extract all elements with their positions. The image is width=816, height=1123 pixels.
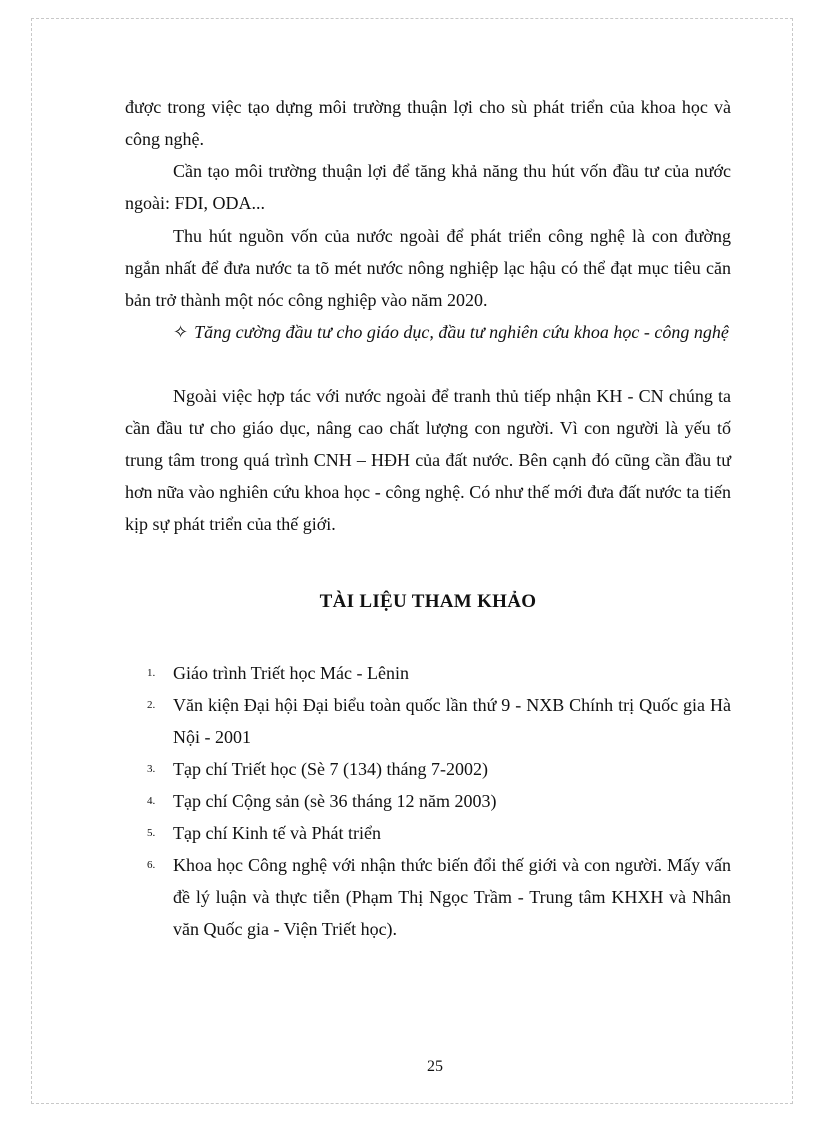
bullet-heading-education-investment [125,316,731,348]
paragraph-foreign-capital: Thu hút nguồn vốn của nước ngoài để phát triển công nghệ là con đường ngắn nhất để đưa nước ta tõ mét nước nông nghiệp lạc hậu có thể đạt mục tiêu căn bản trở thành một nóc công nghiệp vào năm 2020. [125,226,731,310]
bullet-heading-text: Tăng cường đầu tư cho giáo dục, đầu tư nghiên cứu khoa học - công nghệ [194,322,729,342]
reference-item [125,785,731,817]
reference-text: Giáo trình Triết học Mác - Lênin [173,663,409,683]
reference-number: 5. [147,827,156,839]
references-list [125,657,731,945]
reference-number: 2. [147,699,156,711]
reference-text: Văn kiện Đại hội Đại biểu toàn quốc lần thứ 9 - NXB Chính trị Quốc gia Hà Nội - 2001 [173,695,731,747]
paragraph-education-investment: Ngoài việc hợp tác với nước ngoài để tranh thủ tiếp nhận KH - CN chúng ta cần đầu tư cho giáo dục, nâng cao chất lượng con người. Vì con người là yếu tố trung tâm trong quá trình CNH – HĐH của đất nước. Bên cạnh đó cũng cần đầu tư hơn nữa vào nghiên cứu khoa học - công nghệ. Có như thế mới đưa đất nước ta tiến kịp sự phát triển của thế giới. [125,386,731,534]
reference-text: Tạp chí Triết học (Sè 7 (134) tháng 7-2002) [173,759,488,779]
reference-text: Tạp chí Kinh tế và Phát triển [173,823,381,843]
reference-item [125,689,731,753]
reference-number: 3. [147,763,156,775]
paragraph-continuation: được trong việc tạo dựng môi trường thuận lợi cho sù phát triển của khoa học và công nghệ. [125,97,731,149]
reference-text: Khoa học Công nghệ với nhận thức biến đổi thế giới và con người. Mấy vấn đề lý luận và thực tiễn (Phạm Thị Ngọc Trầm - Trung tâm KHXH và Nhân văn Quốc gia - Viện Triết học). [173,855,731,939]
page-number: 25 [427,1058,443,1075]
reference-text: Tạp chí Cộng sản (sè 36 tháng 12 năm 2003) [173,791,497,811]
reference-number: 4. [147,795,156,807]
reference-item [125,753,731,785]
reference-item [125,657,731,689]
reference-number: 1. [147,667,156,679]
references-title: TÀI LIỆU THAM KHẢO [319,591,537,612]
diamond-bullet-icon: ✧ [173,322,189,342]
reference-item [125,817,731,849]
paragraph-investment-environment: Cần tạo môi trường thuận lợi để tăng khả năng thu hút vốn đầu tư của nước ngoài: FDI, ODA... [125,161,731,213]
reference-number: 6. [147,859,156,871]
reference-item [125,849,731,945]
